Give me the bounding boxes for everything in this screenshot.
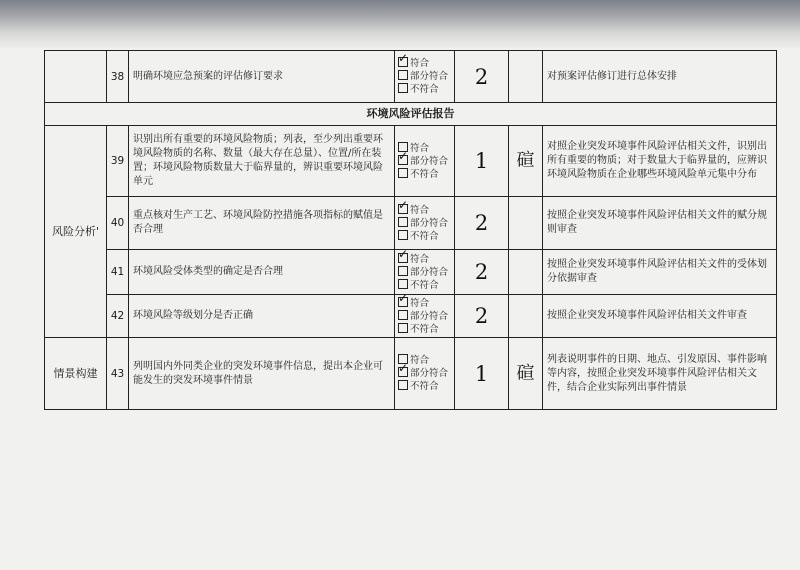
option-item[interactable]: [398, 279, 451, 292]
checkbox-icon[interactable]: [398, 279, 408, 289]
checkbox-icon[interactable]: [398, 217, 408, 227]
table-row: [45, 126, 777, 197]
scan-top-shadow: [0, 0, 800, 48]
item-number: 40: [107, 197, 129, 250]
section-row: [45, 103, 777, 126]
review-note: 按照企业突发环境事件风险评估相关文件的受体划分依据审查: [543, 250, 777, 295]
option-item[interactable]: [398, 380, 451, 393]
item-number: 39: [107, 126, 129, 197]
review-note: 按照企业突发环境事件风险评估相关文件审查: [543, 295, 777, 338]
handwritten-score: 2: [455, 295, 509, 338]
option-label: 部分符合: [410, 310, 449, 322]
checkbox-icon[interactable]: [398, 83, 408, 93]
checkbox-icon[interactable]: [398, 168, 408, 178]
item-text: 重点核对生产工艺、环境风险防控措施各项指标的赋值是否合理: [129, 197, 395, 250]
option-group[interactable]: [395, 197, 455, 250]
option-label: 部分符合: [410, 155, 449, 167]
option-group[interactable]: [395, 246, 455, 295]
review-note: 对照企业突发环境事件风险评估相关文件，识别出所有重要的物质；对于数量大于临界量的，应辨识环境风险物质在企业哪些环境风险单元集中分布: [543, 126, 777, 197]
option-item[interactable]: [398, 83, 451, 96]
item-number: 43: [107, 338, 129, 410]
option-item[interactable]: [398, 230, 451, 243]
handwritten-score: 2: [455, 51, 509, 103]
option-item[interactable]: [398, 290, 451, 310]
handwritten-mark: 碹: [509, 338, 543, 410]
checkbox-icon[interactable]: [398, 380, 408, 390]
option-item[interactable]: [398, 246, 451, 266]
table-row: [45, 250, 777, 295]
option-group[interactable]: [395, 290, 455, 338]
section-title: 环境风险评估报告: [45, 103, 777, 126]
category-label-risk-analysis: 风险分析': [45, 126, 107, 338]
item-number: 38: [107, 51, 129, 103]
option-label: 不符合: [410, 84, 439, 95]
check-mark-icon: ✓: [398, 197, 409, 212]
option-label: 不符合: [410, 279, 439, 291]
option-label: 部分符合: [410, 368, 449, 379]
handwritten-score: 2: [455, 250, 509, 295]
option-item[interactable]: [398, 148, 451, 168]
option-item[interactable]: [398, 266, 451, 279]
option-item[interactable]: [398, 217, 451, 230]
table-row: [45, 197, 777, 250]
review-note: 对预案评估修订进行总体安排: [543, 51, 777, 103]
checkbox-checked-icon[interactable]: [398, 51, 409, 67]
option-label: 符合: [410, 297, 430, 309]
item-text: 环境风险等级划分是否正确: [129, 295, 395, 338]
handwritten-score: 2: [455, 197, 509, 250]
table-row: [45, 51, 777, 103]
check-mark-icon: ✓: [398, 148, 409, 163]
item-text: 识别出所有重要的环境风险物质；列表，至少列出重要环境风险物质的名称、数量（最大存在总量）、位置/所在装置；环境风险物质数量大于临界量的，辨识重要环境风险单元: [129, 126, 395, 197]
table-row: [45, 338, 777, 410]
option-label: 符合: [410, 142, 430, 154]
option-label: 符合: [410, 58, 430, 69]
option-label: 符合: [410, 253, 430, 265]
check-mark-icon: ✓: [398, 51, 409, 65]
checkbox-checked-icon[interactable]: [398, 197, 409, 214]
item-number: 41: [107, 250, 129, 295]
option-label: 不符合: [410, 230, 439, 242]
option-label: 部分符合: [410, 217, 449, 229]
option-group[interactable]: [395, 338, 455, 410]
option-group[interactable]: [395, 51, 455, 103]
category-cell-empty: [45, 51, 107, 103]
option-label: 部分符合: [410, 71, 449, 82]
handwritten-mark: [509, 250, 543, 295]
item-text: 列明国内外同类企业的突发环境事件信息，提出本企业可能发生的突发环境事件情景: [129, 338, 395, 410]
option-label: 符合: [410, 355, 430, 366]
checkbox-icon[interactable]: [398, 70, 408, 80]
option-item[interactable]: [398, 168, 451, 181]
check-mark-icon: ✓: [398, 361, 409, 375]
evaluation-table: [44, 50, 777, 410]
handwritten-score: 1: [455, 126, 509, 197]
option-item[interactable]: [398, 197, 451, 217]
option-item[interactable]: [398, 70, 451, 83]
item-text: 明确环境应急预案的评估修订要求: [129, 51, 395, 103]
category-label-scenario: 情景构建: [45, 338, 107, 410]
checkbox-icon[interactable]: [398, 310, 408, 320]
option-group[interactable]: [395, 126, 455, 197]
option-label: 部分符合: [410, 266, 449, 278]
option-label: 不符合: [410, 168, 439, 180]
checkbox-icon[interactable]: [398, 230, 408, 240]
checkbox-icon[interactable]: [398, 323, 408, 333]
option-label: 符合: [410, 204, 430, 216]
handwritten-mark: 碹: [509, 126, 543, 197]
table-row: [45, 295, 777, 338]
check-mark-icon: ✓: [398, 246, 409, 261]
checkbox-checked-icon[interactable]: [398, 290, 409, 307]
handwritten-mark: [509, 197, 543, 250]
checkbox-checked-icon[interactable]: [398, 361, 409, 377]
item-text: 环境风险受体类型的确定是否合理: [129, 250, 395, 295]
option-item[interactable]: [398, 310, 451, 323]
handwritten-mark: [509, 51, 543, 103]
option-item[interactable]: [398, 323, 451, 336]
review-note: 列表说明事件的日期、地点、引发原因、事件影响等内容，按照企业突发环境事件风险评估相关文件，结合企业实际列出事件情景: [543, 338, 777, 410]
handwritten-mark: [509, 295, 543, 338]
handwritten-score: 1: [455, 338, 509, 410]
option-label: 不符合: [410, 323, 439, 335]
check-mark-icon: ✓: [398, 290, 409, 305]
option-label: 不符合: [410, 381, 439, 392]
item-number: 42: [107, 295, 129, 338]
checkbox-checked-icon[interactable]: [398, 148, 409, 165]
checkbox-icon[interactable]: [398, 266, 408, 276]
review-note: 按照企业突发环境事件风险评估相关文件的赋分规则审查: [543, 197, 777, 250]
option-item[interactable]: [398, 361, 451, 380]
checkbox-checked-icon[interactable]: [398, 246, 409, 263]
option-item[interactable]: [398, 51, 451, 70]
